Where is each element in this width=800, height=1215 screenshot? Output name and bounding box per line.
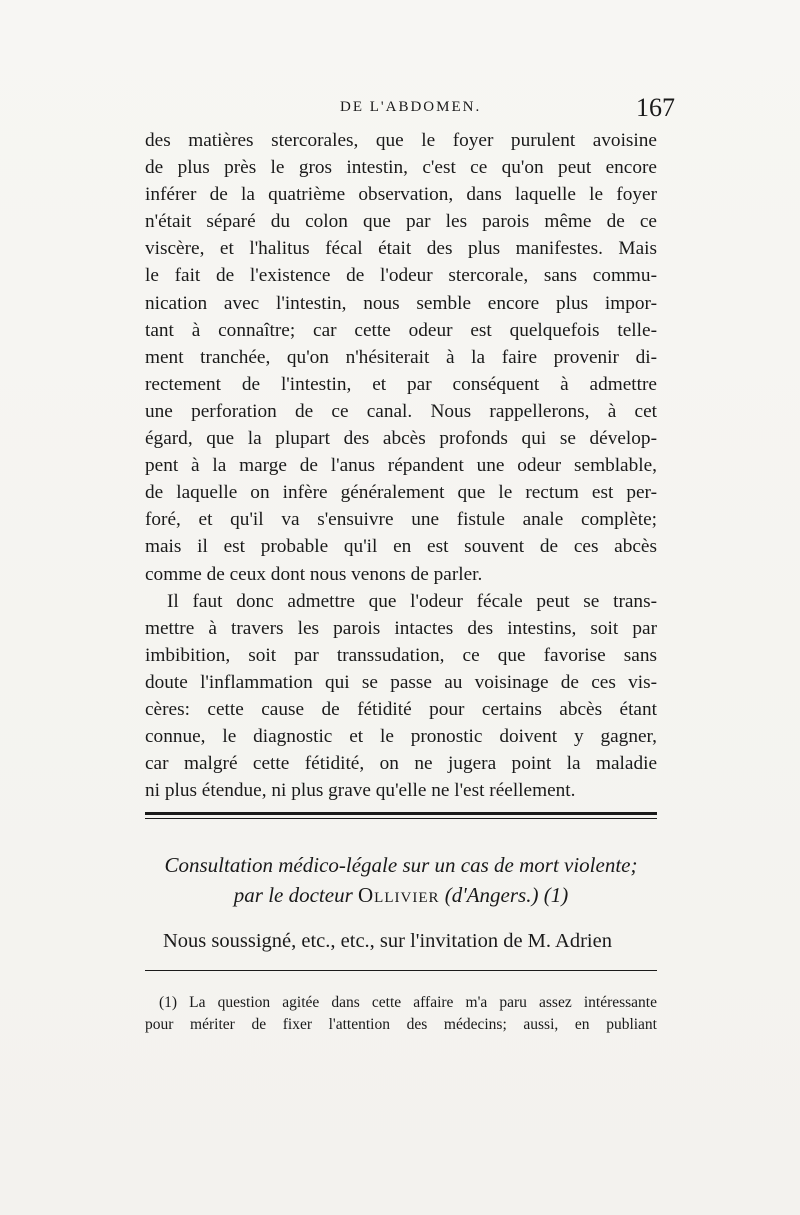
body-line: mettre à travers les parois intactes des intestins, soit par (145, 617, 657, 639)
body-line: foré, et qu'il va s'ensuivre une fistule anale complète; (145, 509, 657, 531)
body-line: une perforation de ce canal. Nous rappellerons, à cet (145, 400, 657, 422)
body-line: le fait de l'existence de l'odeur stercorale, sans commu- (145, 265, 657, 287)
body-line: ment tranchée, qu'on n'hésiterait à la faire provenir di- (145, 346, 657, 368)
body-line: mais il est probable qu'il en est souvent de ces abcès (145, 536, 657, 558)
body-line: des matières stercorales, que le foyer purulent avoisine (145, 130, 657, 151)
opening-line: Nous soussigné, etc., etc., sur l'invitation de M. Adrien (163, 930, 612, 952)
section-heading (145, 850, 657, 910)
body-line: inférer de la quatrième observation, dans laquelle le foyer (145, 184, 657, 206)
running-title: DE L'ABDOMEN. (340, 99, 482, 115)
body-line: pent à la marge de l'anus répandent une odeur semblable, (145, 455, 657, 477)
heading-line-2 (145, 880, 657, 910)
body-line: viscère, et l'halitus fécal était des plus manifestes. Mais (145, 238, 657, 260)
footnote-line: (1) La question agitée dans cette affaire m'a paru assez intéressante (159, 994, 657, 1011)
body-line: car malgré cette fétidité, on ne jugera point la maladie (145, 753, 657, 775)
divider-thick-rule (145, 812, 657, 815)
footnote-line: pour mériter de fixer l'attention des médecins; aussi, en publiant (145, 1016, 657, 1033)
body-line: imbibition, soit par transsudation, ce que favorise sans (145, 644, 657, 666)
paragraph-start-line: Il faut donc admettre que l'odeur fécale peut se trans- (167, 590, 657, 612)
paragraph-end-line: comme de ceux dont nous venons de parler. (145, 563, 483, 585)
heading-suffix: (d'Angers.) (1) (444, 883, 569, 907)
body-text (145, 127, 657, 804)
section-divider (145, 812, 657, 822)
body-line: tant à connaître; car cette odeur est quelquefois telle- (145, 319, 657, 341)
heading-line-1: Consultation médico-légale sur un cas de mort violente; (164, 853, 638, 877)
body-line: n'était séparé du colon que par les parois même de ce (145, 211, 657, 233)
paragraph-end-line: ni plus étendue, ni plus grave qu'elle ne l'est réellement. (145, 780, 576, 802)
author-name: Ollivier (358, 883, 440, 907)
body-line: rectement de l'intestin, et par conséquent à admettre (145, 373, 657, 395)
body-line: cères: cette cause de fétidité pour certains abcès étant (145, 698, 657, 720)
divider-thin-rule (145, 818, 657, 819)
body-line: de laquelle on infère généralement que le rectum est per- (145, 482, 657, 504)
body-line: égard, que la plupart des abcès profonds qui se dévelop- (145, 428, 657, 450)
body-line: de plus près le gros intestin, c'est ce qu'on peut encore (145, 157, 657, 179)
body-line: nication avec l'intestin, nous semble encore plus impor- (145, 292, 657, 314)
footnote-rule (145, 970, 657, 971)
footnotes (145, 992, 657, 1036)
page-number: 167 (636, 93, 675, 122)
body-line: doute l'inflammation qui se passe au voisinage de ces vis- (145, 671, 657, 693)
heading-prefix: par le docteur (233, 883, 353, 907)
running-head (145, 93, 675, 123)
body-line: connue, le diagnostic et le pronostic doivent y gagner, (145, 726, 657, 748)
